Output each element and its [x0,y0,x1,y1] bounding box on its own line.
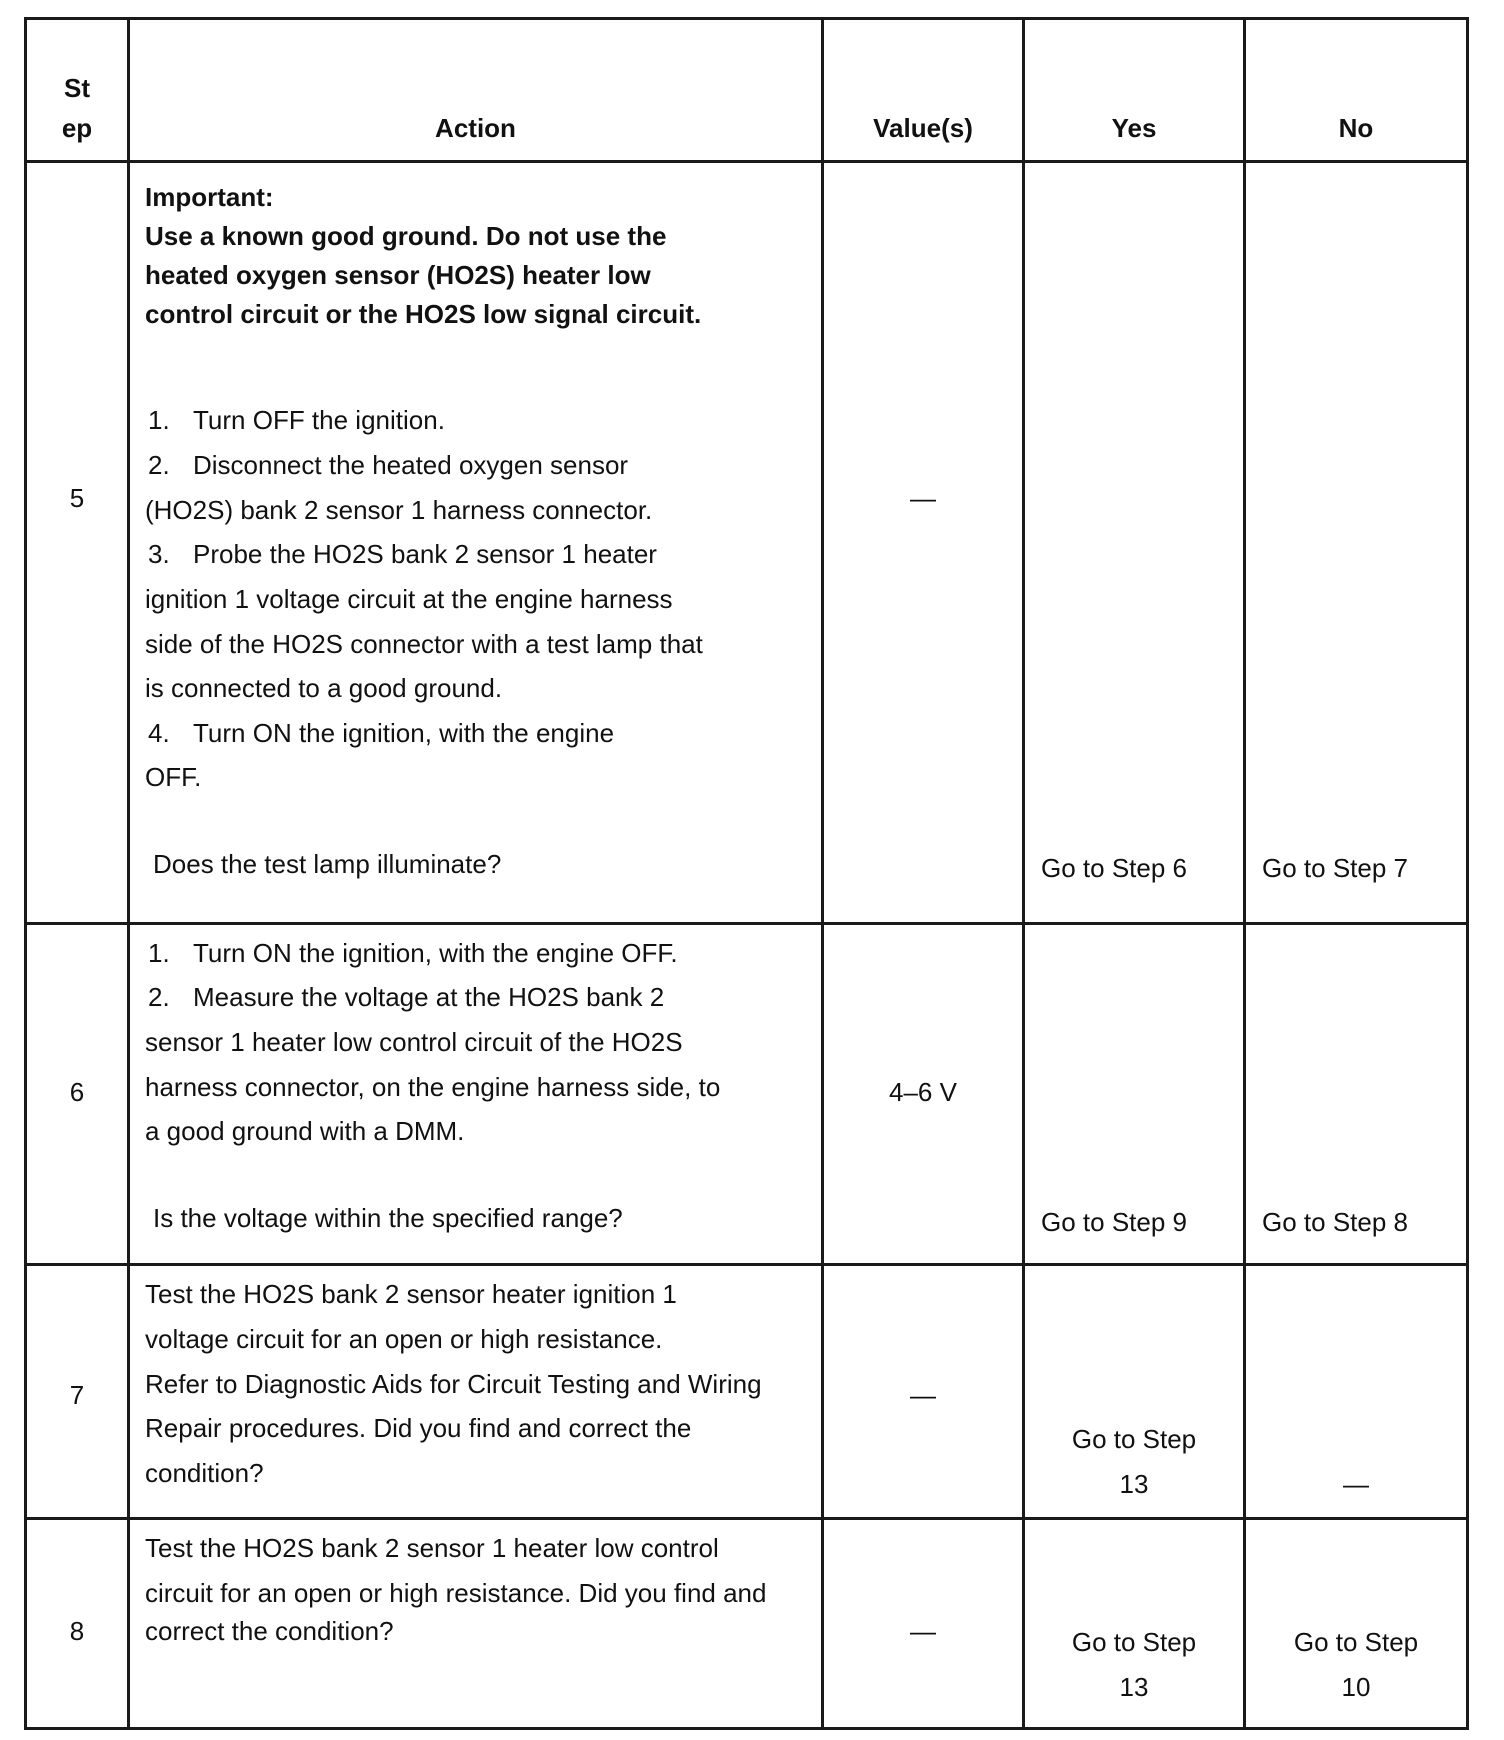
table-row [26,924,1468,1265]
value-cell: — [823,1519,1024,1729]
value-cell: — [823,162,1024,924]
diagnostic-table [24,17,1469,1730]
value-cell: 4–6 V [823,924,1024,1265]
step-cell: 5 [26,162,129,924]
list-item: 4. Turn ON the ignition, with the engine [148,718,615,748]
action-cell: 1. Turn ON the ignition, with the engine OFF. 2. Measure the voltage at the HO2S bank 2 sensor 1 heater low control circuit of the HO2S harness connector, on the engine harness side, to a good ground with a DMM. Is the voltage within the specified range? [129,924,823,1265]
yes-cell: Go to Step 13 [1024,1519,1245,1729]
list-item: 2. Measure the voltage at the HO2S bank 2 [148,982,665,1012]
step-cell: 8 [26,1519,129,1729]
list-item: 2. Disconnect the heated oxygen sensor [148,450,629,480]
step-cell: 6 [26,924,129,1265]
question-text: Does the test lamp illuminate? [153,849,502,879]
important-label: Important: [145,182,274,212]
list-item: 3. Probe the HO2S bank 2 sensor 1 heater [148,539,657,569]
table-row [26,1265,1468,1519]
table-row [26,162,1468,924]
header-yes: Yes [1024,19,1245,162]
step-cell: 7 [26,1265,129,1519]
value-cell: — [823,1265,1024,1519]
header-action: Action [129,19,823,162]
table-row [26,1519,1468,1729]
header-step: St ep [26,19,129,162]
question-text: Is the voltage within the specified range? [153,1203,623,1233]
action-cell: Important: Use a known good ground. Do not use the heated oxygen sensor (HO2S) heater low control circuit or the HO2S low signal circuit. 1. Turn OFF the ignition. 2. Disconnect the heated oxygen sensor (HO2S) bank 2 sensor 1 harness connector. 3. Probe the HO2S bank 2 sensor 1 heater ignition 1 voltage circuit at the engine harness side of the HO2S connector with a test lamp that is connected to a good ground. 4. Turn ON the ignition, with the engine OFF. Does the test lamp illuminate? [129,162,823,924]
header-row [26,19,1468,162]
no-cell: Go to Step 7 [1245,162,1468,924]
yes-cell: Go to Step 13 [1024,1265,1245,1519]
no-cell: — [1245,1265,1468,1519]
no-cell: Go to Step 10 [1245,1519,1468,1729]
yes-cell: Go to Step 6 [1024,162,1245,924]
header-no: No [1245,19,1468,162]
no-cell: Go to Step 8 [1245,924,1468,1265]
action-cell: Test the HO2S bank 2 sensor heater ignition 1 voltage circuit for an open or high resistance. Refer to Diagnostic Aids for Circuit Testing and Wiring Repair procedures. Did you find and correct the condition? [129,1265,823,1519]
yes-cell: Go to Step 9 [1024,924,1245,1265]
header-values: Value(s) [823,19,1024,162]
list-item: 1. Turn OFF the ignition. [148,405,445,435]
list-item: 1. Turn ON the ignition, with the engine OFF. [148,938,678,968]
action-cell: Test the HO2S bank 2 sensor 1 heater low control circuit for an open or high resistance. Did you find and correct the condition? [129,1519,823,1729]
